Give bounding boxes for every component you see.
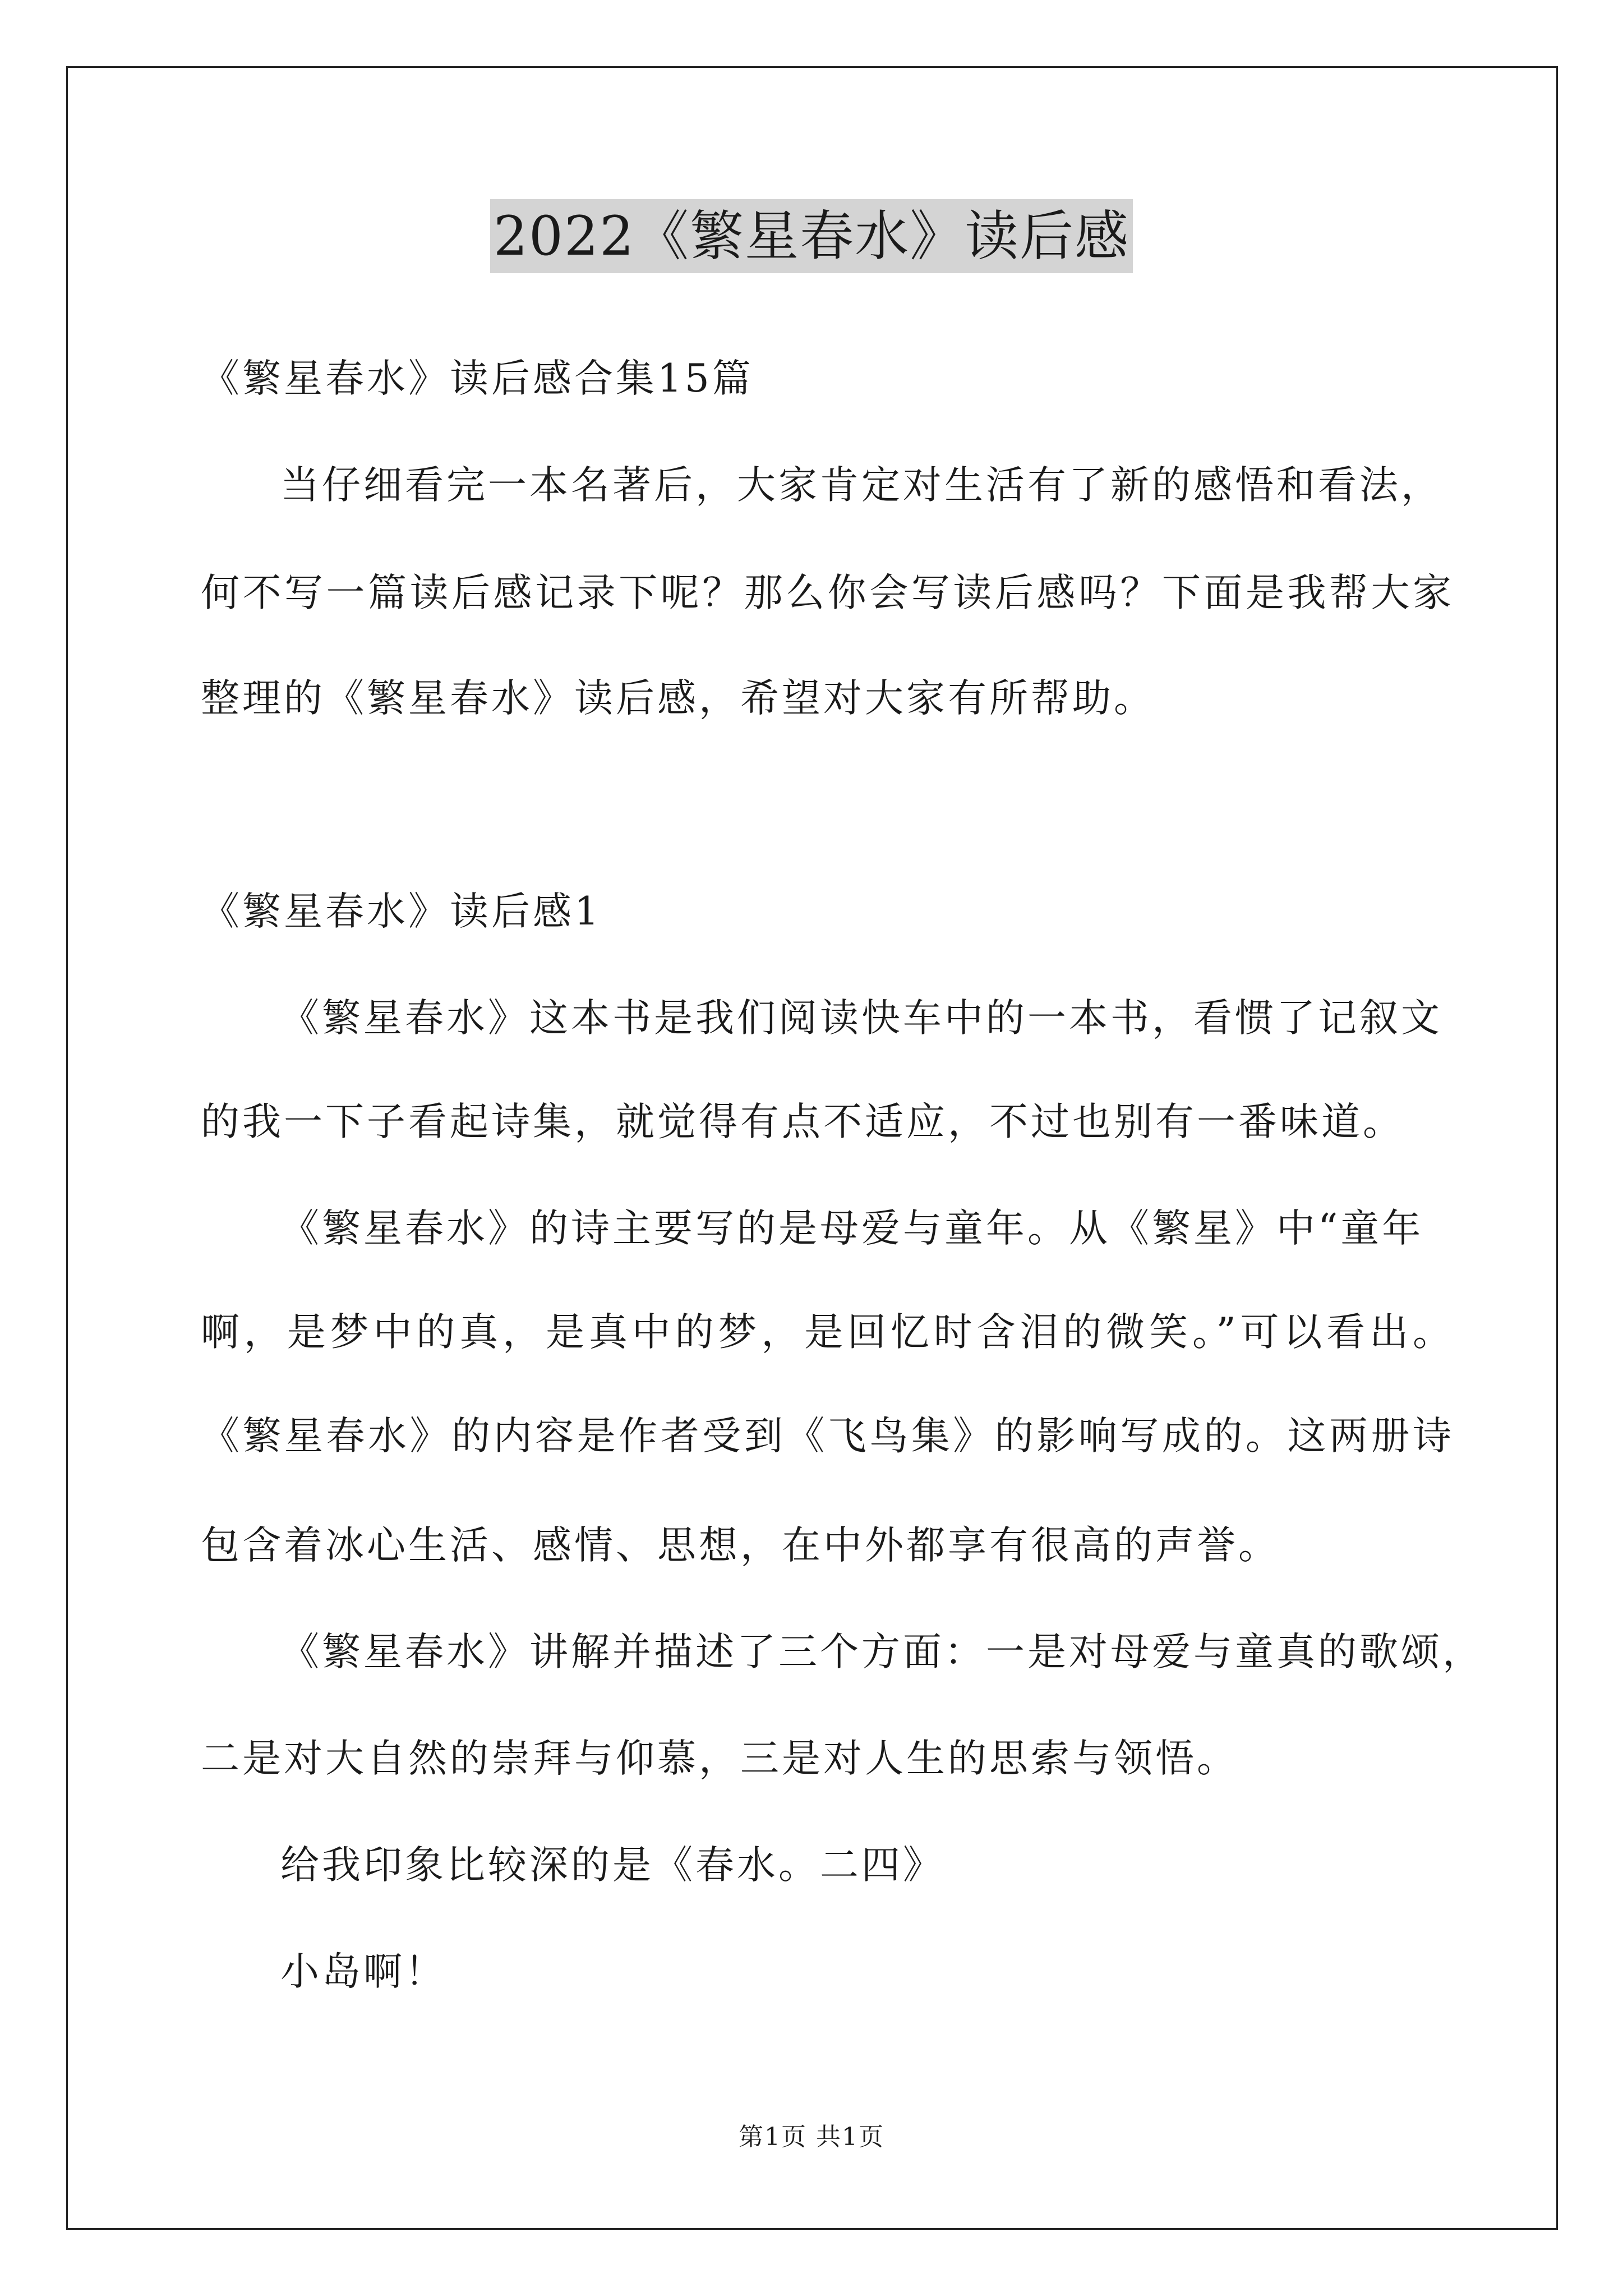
document-title: 2022《繁星春水》读后感 xyxy=(490,199,1133,273)
body-line-9: 给我印象比较深的是《春水。二四》 xyxy=(280,1843,944,1888)
body-line-6: 包含着冰心生活、感情、思想，在中外都享有很高的声誉。 xyxy=(201,1523,1280,1568)
body-line-5: 《繁星春水》的内容是作者受到《飞鸟集》的影响写成的。这两册诗 xyxy=(201,1414,1451,1458)
intro-line-2: 何不写一篇读后感记录下呢？那么你会写读后感吗？下面是我帮大家 xyxy=(201,570,1451,615)
body-line-7: 《繁星春水》讲解并描述了三个方面：一是对母爱与童真的歌颂， xyxy=(280,1630,1484,1674)
body-line-2: 的我一下子看起诗集，就觉得有点不适应，不过也别有一番味道。 xyxy=(201,1099,1404,1144)
body-line-8: 二是对大自然的崇拜与仰慕，三是对人生的思索与领悟。 xyxy=(201,1736,1238,1781)
body-line-10: 小岛啊！ xyxy=(280,1949,446,1994)
body-line-4: 啊，是梦中的真，是真中的梦，是回忆时含泪的微笑。”可以看出。 xyxy=(201,1310,1451,1355)
page-footer: 第1页 共1页 xyxy=(739,2123,884,2151)
title-container xyxy=(0,199,1623,273)
subtitle: 《繁星春水》读后感合集15篇 xyxy=(201,356,754,401)
body-line-3: 《繁星春水》的诗主要写的是母爱与童年。从《繁星》中“童年 xyxy=(280,1206,1424,1251)
intro-line-3: 整理的《繁星春水》读后感，希望对大家有所帮助。 xyxy=(201,676,1155,721)
section-heading: 《繁星春水》读后感1 xyxy=(201,889,602,934)
intro-line-1: 当仔细看完一本名著后，大家肯定对生活有了新的感悟和看法， xyxy=(280,463,1442,508)
body-line-1: 《繁星春水》这本书是我们阅读快车中的一本书，看惯了记叙文 xyxy=(280,996,1442,1041)
